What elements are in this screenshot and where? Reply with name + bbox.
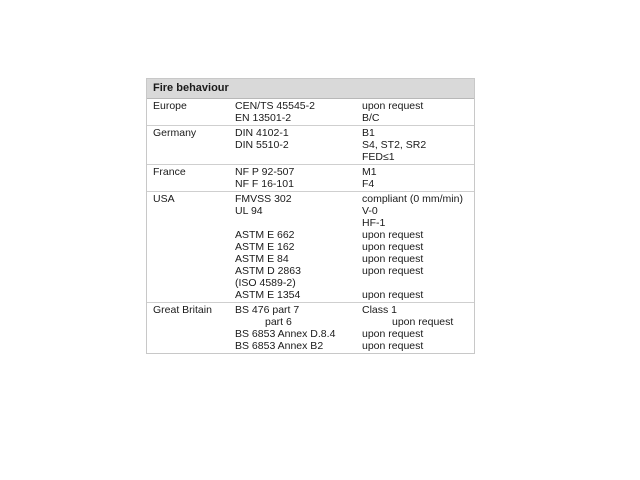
rating-cell: S4, ST2, SR2: [362, 139, 427, 151]
standard-cell: FMVSS 302: [235, 193, 292, 205]
region-group: [147, 191, 474, 302]
rating-cell: upon request: [362, 289, 424, 301]
region-cell: Great Britain: [153, 304, 212, 316]
table-row: [147, 139, 474, 151]
rating-cell: B/C: [362, 112, 380, 124]
region-cell: [147, 328, 235, 340]
table-row: [147, 340, 474, 352]
table-row: [147, 112, 474, 124]
table-row: [147, 241, 474, 253]
rating-cell: upon request: [362, 328, 424, 340]
rating-cell: V-0: [362, 205, 378, 217]
rating-cell: F4: [362, 178, 375, 190]
table-row: [147, 265, 474, 277]
standard-cell: (ISO 4589-2): [235, 277, 296, 289]
table-row: [147, 253, 474, 265]
table-row: [147, 217, 474, 229]
region-cell: [147, 139, 235, 151]
table-row: [147, 166, 474, 178]
region-cell: [147, 340, 235, 352]
table-row: [147, 316, 474, 328]
region-cell: Europe: [153, 100, 187, 112]
standard-cell: DIN 5510-2: [235, 139, 289, 151]
standard-cell: CEN/TS 45545-2: [235, 100, 315, 112]
table-row: [147, 289, 474, 301]
region-cell: [147, 316, 235, 328]
standard-cell: BS 6853 Annex B2: [235, 340, 324, 352]
region-group: [147, 125, 474, 164]
standard-cell: BS 476 part 7: [235, 304, 300, 316]
standard-cell: [235, 217, 362, 229]
table-title: Fire behaviour: [147, 79, 474, 99]
rating-cell: upon request: [362, 241, 424, 253]
standard-cell: BS 6853 Annex D.8.4: [235, 328, 336, 340]
region-cell: [147, 277, 235, 289]
table-row: [147, 229, 474, 241]
standard-cell: part 6: [265, 316, 292, 328]
table-row: [147, 304, 474, 316]
rating-cell: [362, 277, 474, 289]
standard-cell: ASTM E 662: [235, 229, 295, 241]
rating-cell: upon request: [362, 340, 424, 352]
table-row: [147, 151, 474, 163]
table-body: [147, 99, 474, 353]
region-group: [147, 302, 474, 353]
region-cell: [147, 265, 235, 277]
region-cell: USA: [153, 193, 175, 205]
rating-cell: upon request: [362, 253, 424, 265]
region-cell: [147, 229, 235, 241]
standard-cell: UL 94: [235, 205, 263, 217]
rating-cell: Class 1: [362, 304, 398, 316]
standard-cell: NF F 16-101: [235, 178, 294, 190]
region-cell: [147, 112, 235, 124]
rating-cell: B1: [362, 127, 375, 139]
standard-cell: NF P 92-507: [235, 166, 295, 178]
standard-cell: ASTM E 162: [235, 241, 295, 253]
table-row: [147, 178, 474, 190]
table-row: [147, 277, 474, 289]
rating-cell: upon request: [392, 316, 454, 328]
standard-cell: ASTM D 2863: [235, 265, 301, 277]
table-row: [147, 100, 474, 112]
fire-behaviour-table: [146, 78, 475, 354]
region-cell: [147, 289, 235, 301]
region-cell: [147, 205, 235, 217]
region-cell: France: [153, 166, 186, 178]
region-cell: [147, 253, 235, 265]
rating-cell: HF-1: [362, 217, 386, 229]
rating-cell: compliant (0 mm/min): [362, 193, 463, 205]
table-row: [147, 127, 474, 139]
table-row: [147, 328, 474, 340]
rating-cell: upon request: [362, 100, 424, 112]
region-cell: [147, 178, 235, 190]
rating-cell: M1: [362, 166, 377, 178]
region-group: [147, 99, 474, 125]
standard-cell: DIN 4102-1: [235, 127, 289, 139]
region-cell: [147, 151, 235, 163]
standard-cell: [235, 151, 362, 163]
rating-cell: upon request: [362, 265, 424, 277]
region-cell: [147, 241, 235, 253]
table-row: [147, 205, 474, 217]
region-cell: Germany: [153, 127, 197, 139]
standard-cell: ASTM E 84: [235, 253, 289, 265]
standard-cell: EN 13501-2: [235, 112, 292, 124]
standard-cell: ASTM E 1354: [235, 289, 301, 301]
rating-cell: FED≤1: [362, 151, 395, 163]
region-group: [147, 164, 474, 191]
region-cell: [147, 217, 235, 229]
table-row: [147, 193, 474, 205]
rating-cell: upon request: [362, 229, 424, 241]
